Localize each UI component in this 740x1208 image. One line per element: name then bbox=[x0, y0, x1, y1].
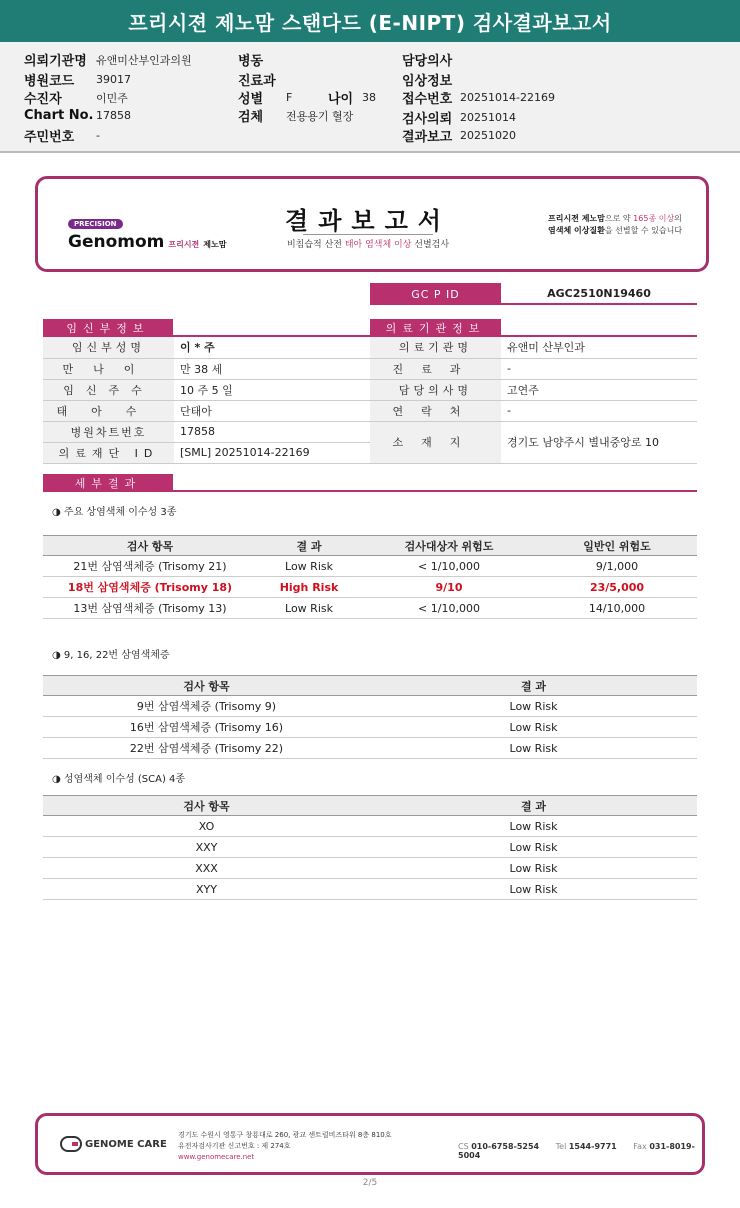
card-title: 결과보고서 bbox=[285, 206, 451, 235]
dept-row bbox=[238, 70, 286, 89]
sca-results-table bbox=[43, 795, 697, 900]
table-cell: Low Risk bbox=[370, 858, 697, 879]
pregnant-label: 태아수 bbox=[43, 400, 174, 421]
inst-label: 연락처 bbox=[370, 400, 501, 421]
table-row bbox=[43, 598, 697, 619]
pregnant-value: 17858 bbox=[174, 421, 370, 442]
table-row bbox=[43, 837, 697, 858]
address-line2: 유전자검사기관 신고번호 : 제 274호 bbox=[178, 1142, 291, 1150]
report-title: 프리시젼 제노맘 스탠다드 (E-NIPT) 검사결과보고서 bbox=[128, 10, 612, 35]
resident-row bbox=[24, 126, 100, 145]
detail-section-line bbox=[173, 490, 697, 492]
table-cell: High Risk bbox=[257, 577, 361, 598]
table-cell: < 1/10,000 bbox=[361, 598, 537, 619]
subtitle-pre: 비침습적 산전 bbox=[286, 240, 345, 250]
hospital-code-label: 병원코드 bbox=[24, 74, 75, 89]
inst-label: 소재지 bbox=[370, 421, 501, 463]
pregnant-value: 만 38 세 bbox=[174, 358, 370, 379]
gcpid-value: AGC2510N19460 bbox=[501, 283, 697, 305]
sca-heading: ◑ 성염색체 이수성 (SCA) 4종 bbox=[52, 774, 186, 785]
genome-care-logo bbox=[60, 1136, 167, 1152]
pregnant-value: 이 * 주 bbox=[174, 337, 370, 358]
fax-number: 031-8019-5004 bbox=[458, 1142, 695, 1160]
tagline-b1: 프리시젼 제노맘 bbox=[548, 214, 605, 223]
table-cell: XXY bbox=[43, 837, 370, 858]
inst-value: - bbox=[501, 358, 697, 379]
table-row bbox=[370, 421, 697, 463]
minor-results-table bbox=[43, 675, 697, 759]
col-header: 검사 항목 bbox=[43, 536, 257, 556]
doctor-label: 담당의사 bbox=[402, 54, 453, 69]
tagline-b2: 염색체 이상질환 bbox=[548, 226, 605, 235]
pregnant-value: 단태아 bbox=[174, 400, 370, 421]
chart-row bbox=[24, 108, 131, 123]
table-cell: 9번 삼염색체증 (Trisomy 9) bbox=[43, 696, 370, 717]
institution-info-table bbox=[370, 337, 697, 464]
institution-section-title: 의료기관정보 bbox=[370, 319, 501, 337]
genomom-logo bbox=[68, 211, 226, 252]
recipient-value: 이민주 bbox=[96, 91, 128, 105]
table-cell: 9/1,000 bbox=[537, 556, 697, 577]
address-line1: 경기도 수원시 영통구 창룡대로 260, 광교 센트럴비즈타워 8층 810호 bbox=[178, 1131, 392, 1139]
hospital-code-row bbox=[24, 70, 131, 89]
patient-info-box bbox=[0, 42, 740, 153]
table-row bbox=[43, 717, 697, 738]
table-row bbox=[370, 379, 697, 400]
specimen-value: 전용용기 혈장 bbox=[286, 109, 354, 123]
table-cell: 23/5,000 bbox=[537, 577, 697, 598]
cs-label: CS bbox=[458, 1142, 469, 1151]
recipient-row bbox=[24, 88, 128, 107]
hospital-code-value: 39017 bbox=[96, 73, 131, 86]
receipt-row bbox=[402, 88, 555, 107]
inst-value: - bbox=[501, 400, 697, 421]
genomom-brand bbox=[68, 232, 226, 252]
tagline-t1: 으로 약 bbox=[604, 214, 634, 223]
table-cell: Low Risk bbox=[370, 879, 697, 900]
pregnant-info-table bbox=[43, 337, 370, 464]
report-header-card bbox=[35, 176, 709, 272]
major-results-table bbox=[43, 535, 697, 619]
pregnant-value: [SML] 20251014-22169 bbox=[174, 442, 370, 463]
chart-label: Chart No. bbox=[24, 108, 94, 123]
col-header: 검사 항목 bbox=[43, 796, 370, 816]
detail-section-title: 세부결과 bbox=[43, 474, 173, 492]
pregnant-section-title: 임신부정보 bbox=[43, 319, 173, 337]
card-subtitle bbox=[258, 237, 478, 250]
footer-contact bbox=[458, 1142, 702, 1160]
table-row bbox=[370, 337, 697, 358]
specimen-row bbox=[238, 106, 353, 125]
inst-value: 고연주 bbox=[501, 379, 697, 400]
subtitle-post: 선별검사 bbox=[411, 240, 450, 250]
table-cell: XO bbox=[43, 816, 370, 837]
fax-label: Fax bbox=[633, 1142, 647, 1151]
table-cell: Low Risk bbox=[370, 837, 697, 858]
clinical-label: 임상정보 bbox=[402, 74, 453, 89]
table-row bbox=[43, 816, 697, 837]
gcpid-label: GC P ID bbox=[370, 283, 501, 305]
receipt-value: 20251014-22169 bbox=[460, 91, 555, 104]
col-header: 결 과 bbox=[370, 796, 697, 816]
inst-value: 유앤미 산부인과 bbox=[501, 337, 697, 358]
table-row bbox=[43, 696, 697, 717]
table-row bbox=[43, 577, 697, 598]
institution-value: 유앤미산부인과의원 bbox=[96, 53, 192, 67]
brand-name: Genomom bbox=[68, 232, 165, 252]
major-heading: ◑ 주요 상염색체 이수성 3종 bbox=[52, 507, 177, 518]
table-header-row bbox=[43, 796, 697, 816]
report-row bbox=[402, 126, 516, 145]
inst-label: 담당의사명 bbox=[370, 379, 501, 400]
col-header: 일반인 위험도 bbox=[537, 536, 697, 556]
table-cell: XYY bbox=[43, 879, 370, 900]
doctor-row bbox=[402, 50, 460, 69]
request-value: 20251014 bbox=[460, 111, 516, 124]
table-cell: Low Risk bbox=[370, 816, 697, 837]
table-cell: 21번 삼염색체증 (Trisomy 21) bbox=[43, 556, 257, 577]
footer-card bbox=[35, 1113, 705, 1175]
table-cell: Low Risk bbox=[257, 556, 361, 577]
resident-label: 주민번호 bbox=[24, 130, 75, 145]
footer-url[interactable]: www.genomecare.net bbox=[178, 1153, 255, 1161]
col-header: 결 과 bbox=[257, 536, 361, 556]
table-cell: Low Risk bbox=[370, 738, 697, 759]
table-row bbox=[43, 337, 370, 358]
sex-label: 성별 bbox=[238, 92, 264, 107]
table-row bbox=[43, 442, 370, 463]
ward-row bbox=[238, 50, 286, 69]
pregnant-label: 만나이 bbox=[43, 358, 174, 379]
table-row bbox=[43, 421, 370, 442]
table-header-row bbox=[43, 536, 697, 556]
pregnant-label: 병원차트번호 bbox=[43, 421, 174, 442]
inst-label: 의료기관명 bbox=[370, 337, 501, 358]
tagline-p1: 165종 이상 bbox=[633, 214, 675, 223]
pregnant-label: 의료재단 ID bbox=[43, 442, 174, 463]
pregnant-label: 임신주수 bbox=[43, 379, 174, 400]
recipient-label: 수진자 bbox=[24, 92, 62, 107]
inst-value: 경기도 남양주시 별내중앙로 10 bbox=[501, 421, 697, 463]
sex-age-row bbox=[238, 88, 376, 107]
brand-sub1: 프리시젼 bbox=[168, 240, 200, 249]
tagline-t2: 의 bbox=[674, 214, 682, 223]
resident-value: - bbox=[96, 129, 100, 142]
table-cell: Low Risk bbox=[257, 598, 361, 619]
card-tagline bbox=[548, 213, 698, 237]
request-row bbox=[402, 108, 516, 127]
table-cell: 14/10,000 bbox=[537, 598, 697, 619]
report-label: 결과보고 bbox=[402, 130, 453, 145]
precision-badge: PRECISION bbox=[68, 219, 123, 229]
table-cell: 18번 삼염색체증 (Trisomy 18) bbox=[43, 577, 257, 598]
col-header: 검사 항목 bbox=[43, 676, 370, 696]
table-row bbox=[43, 400, 370, 421]
gc-logo-icon bbox=[60, 1136, 82, 1152]
table-cell: 9/10 bbox=[361, 577, 537, 598]
table-row bbox=[43, 379, 370, 400]
footer-brand: GENOME CARE bbox=[85, 1138, 167, 1150]
table-row bbox=[43, 879, 697, 900]
table-row bbox=[43, 858, 697, 879]
report-title-bar bbox=[0, 0, 740, 42]
page-number: 2/5 bbox=[362, 1178, 378, 1188]
table-cell: 22번 삼염색체증 (Trisomy 22) bbox=[43, 738, 370, 759]
pregnant-value: 10 주 5 일 bbox=[174, 379, 370, 400]
specimen-label: 검체 bbox=[238, 110, 264, 125]
col-header: 검사대상자 위험도 bbox=[361, 536, 537, 556]
table-row bbox=[43, 738, 697, 759]
receipt-label: 접수번호 bbox=[402, 92, 453, 107]
subtitle-highlight: 태아 염색체 이상 bbox=[344, 240, 412, 250]
table-row bbox=[43, 358, 370, 379]
col-header: 결 과 bbox=[370, 676, 697, 696]
pregnant-label: 임신부성명 bbox=[43, 337, 174, 358]
minor-heading: ◑ 9, 16, 22번 삼염색체증 bbox=[52, 650, 170, 661]
tagline-t3: 을 선별할 수 있습니다 bbox=[604, 226, 683, 235]
tel-number: 1544-9771 bbox=[568, 1142, 617, 1151]
inst-label: 진료과 bbox=[370, 358, 501, 379]
table-cell: Low Risk bbox=[370, 696, 697, 717]
chart-value: 17858 bbox=[96, 109, 131, 122]
table-cell: < 1/10,000 bbox=[361, 556, 537, 577]
title-divider bbox=[303, 234, 433, 235]
institution-label: 의뢰기관명 bbox=[24, 54, 87, 69]
tel-label: Tel bbox=[555, 1142, 567, 1151]
dept-label: 진료과 bbox=[238, 74, 276, 89]
age-label: 나이 bbox=[328, 92, 354, 107]
footer-address bbox=[178, 1130, 392, 1163]
institution-row bbox=[24, 50, 192, 69]
table-row bbox=[370, 358, 697, 379]
ward-label: 병동 bbox=[238, 54, 264, 69]
cs-number: 010-6758-5254 bbox=[471, 1142, 540, 1151]
brand-sub2: 제노맘 bbox=[203, 240, 227, 249]
clinical-row bbox=[402, 70, 460, 89]
report-value: 20251020 bbox=[460, 129, 516, 142]
table-cell: 16번 삼염색체증 (Trisomy 16) bbox=[43, 717, 370, 738]
sex-value: F bbox=[286, 91, 293, 104]
table-row bbox=[370, 400, 697, 421]
table-cell: 13번 삼염색체증 (Trisomy 13) bbox=[43, 598, 257, 619]
table-row bbox=[43, 556, 697, 577]
request-label: 검사의뢰 bbox=[402, 112, 453, 127]
table-cell: XXX bbox=[43, 858, 370, 879]
table-cell: Low Risk bbox=[370, 717, 697, 738]
table-header-row bbox=[43, 676, 697, 696]
age-value: 38 bbox=[362, 91, 376, 104]
